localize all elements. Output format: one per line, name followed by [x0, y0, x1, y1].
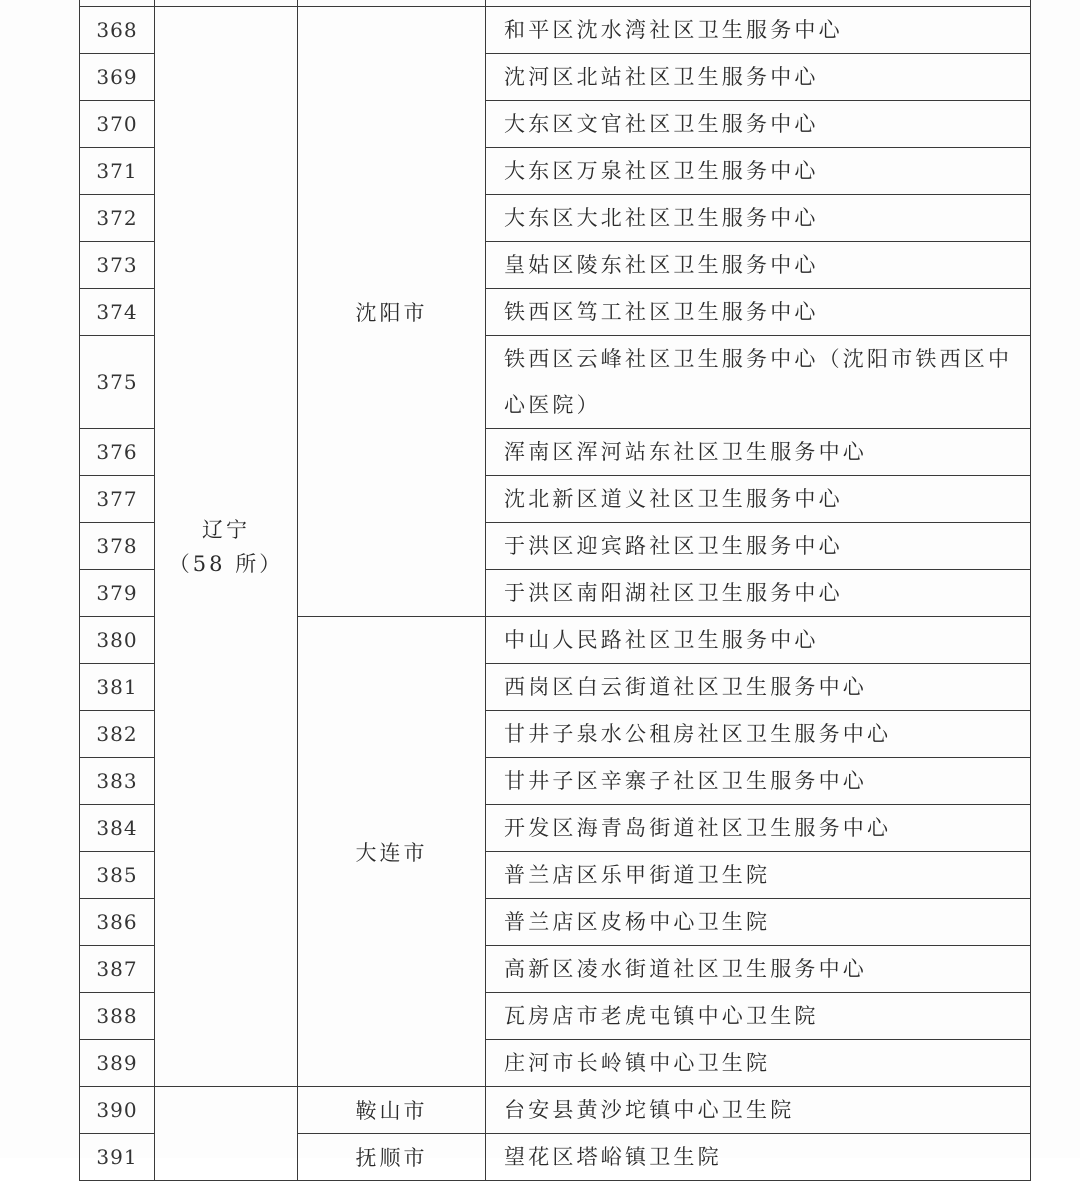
row-number: 372 [80, 195, 155, 242]
institution-name: 沈河区北站社区卫生服务中心 [486, 54, 1031, 101]
city-cell-shenyang: 沈阳市 [298, 7, 486, 617]
institution-name: 中山人民路社区卫生服务中心 [486, 617, 1031, 664]
institution-name: 于洪区迎宾路社区卫生服务中心 [486, 523, 1031, 570]
institution-name: 浑南区浑河站东社区卫生服务中心 [486, 429, 1031, 476]
row-number: 375 [80, 336, 155, 429]
province-count: （58 所） [168, 551, 284, 576]
row-number: 368 [80, 7, 155, 54]
institution-name: 沈北新区道义社区卫生服务中心 [486, 476, 1031, 523]
institution-name: 西岗区白云街道社区卫生服务中心 [486, 664, 1031, 711]
row-number: 379 [80, 570, 155, 617]
province-cell [155, 7, 298, 1087]
row-number: 390 [80, 1087, 155, 1134]
row-number: 369 [80, 54, 155, 101]
row-number: 374 [80, 289, 155, 336]
institution-name: 铁西区云峰社区卫生服务中心（沈阳市铁西区中心医院） [486, 336, 1031, 429]
row-number: 373 [80, 242, 155, 289]
institution-name: 皇姑区陵东社区卫生服务中心 [486, 242, 1031, 289]
institution-name: 大东区大北社区卫生服务中心 [486, 195, 1031, 242]
row-number: 376 [80, 429, 155, 476]
row-number: 371 [80, 148, 155, 195]
institution-name: 台安县黄沙坨镇中心卫生院 [486, 1087, 1031, 1134]
row-number: 377 [80, 476, 155, 523]
institution-name: 大东区文官社区卫生服务中心 [486, 101, 1031, 148]
row-number: 382 [80, 711, 155, 758]
row-number: 378 [80, 523, 155, 570]
institution-name: 望花区塔峪镇卫生院 [486, 1134, 1031, 1181]
row-number: 383 [80, 758, 155, 805]
row-number: 385 [80, 852, 155, 899]
table-row [80, 1087, 1031, 1134]
institution-name: 甘井子区辛寨子社区卫生服务中心 [486, 758, 1031, 805]
province-name: 辽宁 [202, 517, 250, 542]
institution-name: 开发区海青岛街道社区卫生服务中心 [486, 805, 1031, 852]
city-cell-fushun: 抚顺市 [298, 1134, 486, 1181]
row-number: 384 [80, 805, 155, 852]
row-number: 381 [80, 664, 155, 711]
row-number: 386 [80, 899, 155, 946]
city-cell-anshan: 鞍山市 [298, 1087, 486, 1134]
institution-name: 普兰店区乐甲街道卫生院 [486, 852, 1031, 899]
row-number: 370 [80, 101, 155, 148]
institution-name: 于洪区南阳湖社区卫生服务中心 [486, 570, 1031, 617]
hospital-list-table [79, 0, 1031, 1181]
institution-name: 甘井子泉水公租房社区卫生服务中心 [486, 711, 1031, 758]
institution-name: 普兰店区皮杨中心卫生院 [486, 899, 1031, 946]
row-number: 388 [80, 993, 155, 1040]
institution-name: 和平区沈水湾社区卫生服务中心 [486, 7, 1031, 54]
row-number: 389 [80, 1040, 155, 1087]
row-number: 387 [80, 946, 155, 993]
row-number: 380 [80, 617, 155, 664]
institution-name: 瓦房店市老虎屯镇中心卫生院 [486, 993, 1031, 1040]
city-cell-dalian: 大连市 [298, 617, 486, 1087]
institution-name: 铁西区笃工社区卫生服务中心 [486, 289, 1031, 336]
row-number: 391 [80, 1134, 155, 1181]
institution-name: 庄河市长岭镇中心卫生院 [486, 1040, 1031, 1087]
institution-name: 大东区万泉社区卫生服务中心 [486, 148, 1031, 195]
province-cell-continued [155, 1087, 298, 1181]
table-row [80, 7, 1031, 54]
institution-name: 高新区凌水街道社区卫生服务中心 [486, 946, 1031, 993]
